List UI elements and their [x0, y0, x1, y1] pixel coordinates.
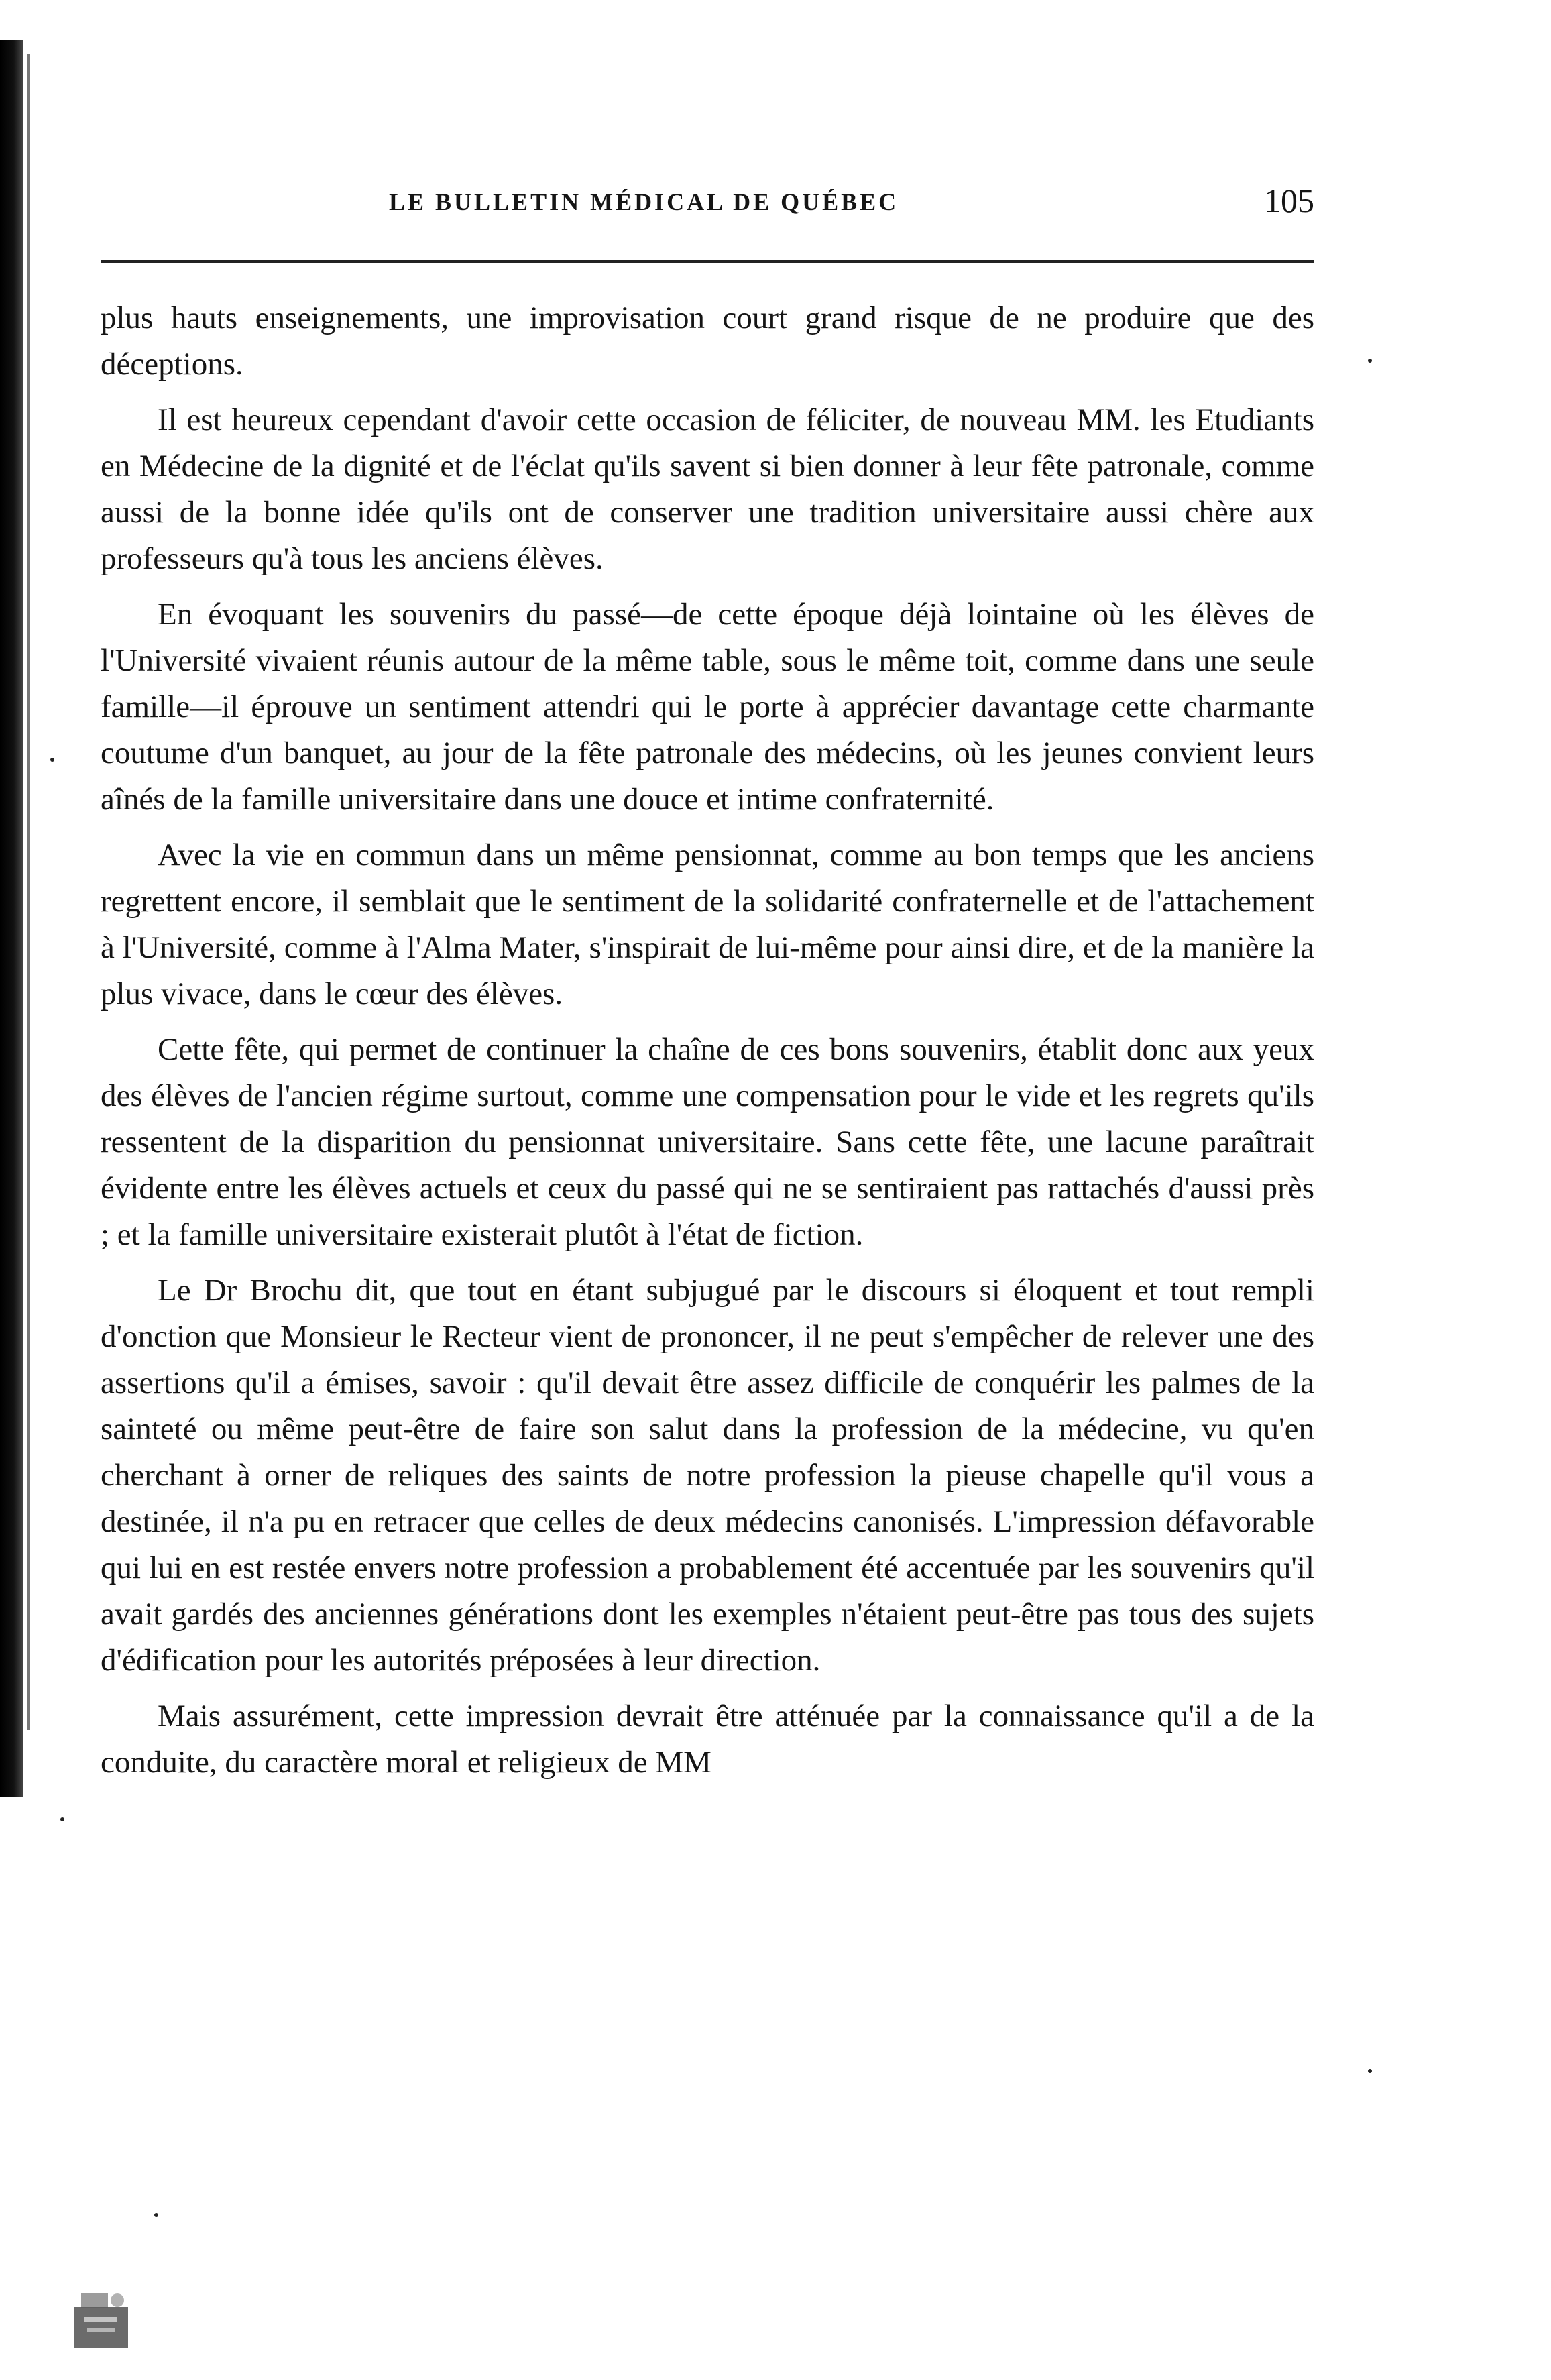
paragraph-7: Mais assurément, cette impression devrait être atténuée par la connaissance qu'il a de la conduite, du caractère moral et religieux de MM: [101, 1699, 1314, 1780]
paragraph-5: Cette fête, qui permet de continuer la chaîne de ces bons souvenirs, établit donc aux yeux des élèves de l'ancien régime surtout, comme une compensation pour le vide et les regrets qu'ils ressentent de la disparition du pensionnat universitaire. Sans cette fête, une lacune paraîtrait évidente entre les élèves actuels et ceux du passé qui ne se sentiraient pas rattachés d'aussi près ; et la famille universitaire existerait plutôt à l'état de fiction.: [101, 1032, 1314, 1252]
running-title: LE BULLETIN MÉDICAL DE QUÉBEC: [389, 188, 899, 215]
ink-speck: [50, 758, 54, 762]
library-stamp-icon: [70, 2280, 144, 2354]
running-head: [101, 161, 1314, 221]
paragraph-3: En évoquant les souvenirs du passé—de cette époque déjà lointaine où les élèves de l'Université vivaient réunis autour de la même table, sous le même toit, comme dans une seule famille—il éprouve un sentiment attendri qui le porte à apprécier davantage cette charmante coutume d'un banquet, au jour de la fête patronale des médecins, où les jeunes convient leurs aînés de la famille universitaire dans une douce et intime confraternité.: [101, 597, 1314, 817]
page-number: 105: [1264, 182, 1314, 219]
paragraph-4: Avec la vie en commun dans un même pensionnat, comme au bon temps que les anciens regrettent encore, il semblait que le sentiment de la solidarité confraternelle et de l'attachement à l'Université, comme à l'Alma Mater, s'inspirait de lui-même pour ainsi dire, et de la manière la plus vivace, dans le cœur des élèves.: [101, 838, 1314, 1011]
paragraph-2: Il est heureux cependant d'avoir cette occasion de féliciter, de nouveau MM. les Etudiants en Médecine de la dignité et de l'éclat qu'ils savent si bien donner à leur fête patronale, comme aussi de la bonne idée qu'ils ont de conserver une tradition universitaire aussi chère aux professeurs qu'à tous les anciens élèves.: [101, 402, 1314, 576]
ink-speck: [60, 1817, 64, 1821]
paragraph-6: Le Dr Brochu dit, que tout en étant subjugué par le discours si éloquent et tout rempli d'onction que Monsieur le Recteur vient de prononcer, il ne peut s'empêcher de relever une des assertions qu'il a émises, savoir : qu'il devait être assez difficile de conquérir les palmes de la sainteté ou même peut-être de faire son salut dans la profession de la médecine, vu qu'en cherchant à orner de reliques des saints de notre profession la pieuse chapelle qu'il vous a destinée, il n'a pu en retracer que celles de deux médecins canonisés. L'impression défavorable qui lui en est restée envers notre profession a probablement été accentuée par les souvenirs qu'il avait gardés des anciennes générations dont les exemples n'étaient peut-être pas tous des sujets d'édification pour les autorités préposées à leur direction.: [101, 1273, 1314, 1678]
page: [101, 161, 1314, 1780]
paragraph-1: plus hauts enseignements, une improvisation court grand risque de ne produire que des déceptions.: [101, 300, 1314, 382]
body-text: [101, 295, 1314, 1795]
binding-line: [27, 54, 30, 1730]
ink-speck: [1368, 2069, 1372, 2073]
ink-speck: [154, 2213, 158, 2217]
ink-speck: [1368, 359, 1372, 363]
binding-shadow: [0, 40, 23, 1797]
header-rule: [101, 260, 1314, 263]
